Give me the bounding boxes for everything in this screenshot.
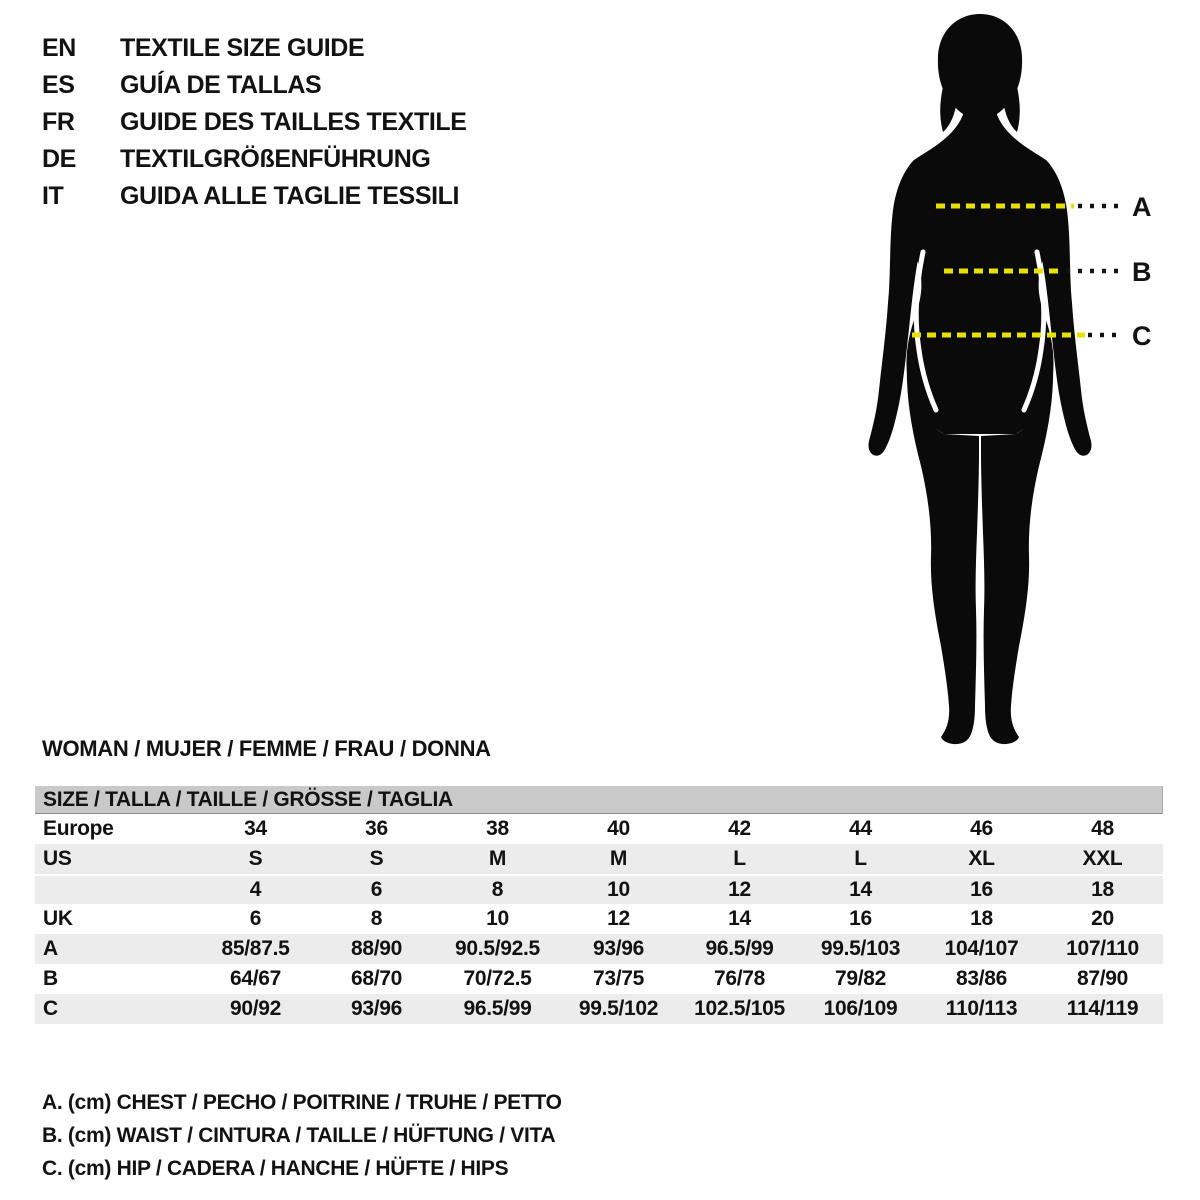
table-cell: 12 (607, 907, 630, 930)
language-code: EN (42, 34, 76, 62)
measurement-figure (850, 0, 1200, 760)
table-cell: 76/78 (713, 967, 766, 990)
size-table (35, 786, 1163, 1024)
table-cell: 99.5/102 (578, 997, 659, 1020)
table-cell: 96.5/99 (463, 997, 532, 1020)
table-cell: 102.5/105 (694, 997, 785, 1020)
table-cell: 14 (728, 907, 751, 930)
table-cell: 90.5/92.5 (455, 937, 540, 960)
table-cell: 38 (486, 817, 509, 840)
table-cell: 10 (486, 907, 509, 930)
guide-title: TEXTILE SIZE GUIDE (120, 34, 365, 62)
table-cell: 110/113 (945, 997, 1018, 1020)
table-cell: 18 (1091, 878, 1114, 901)
table-cell: XL (968, 847, 995, 870)
legend-chest: A. (cm) CHEST / PECHO / POITRINE / TRUHE / PETTO (42, 1091, 562, 1114)
table-cell: 73/75 (592, 967, 645, 990)
table-row (35, 814, 1163, 844)
guide-title: GUIDA ALLE TAGLIE TESSILI (120, 182, 460, 210)
language-row (42, 30, 467, 67)
legend-hip: C. (cm) HIP / CADERA / HANCHE / HÜFTE / HIPS (42, 1157, 509, 1180)
guide-title: GUÍA DE TALLAS (120, 71, 322, 99)
table-cell: 93/96 (592, 937, 645, 960)
table-cell: 6 (249, 907, 262, 930)
woman-silhouette-icon (850, 0, 1200, 760)
table-cell: 70/72.5 (463, 967, 532, 990)
language-row (42, 141, 467, 178)
row-label: Europe (43, 817, 114, 840)
table-cell: M (609, 847, 628, 870)
table-cell: XXL (1082, 847, 1123, 870)
table-cell: 85/87.5 (221, 937, 290, 960)
table-cell: M (488, 847, 507, 870)
row-label: UK (43, 907, 73, 930)
table-cell: 18 (970, 907, 993, 930)
table-cell: 79/82 (834, 967, 887, 990)
table-cell: 8 (370, 907, 383, 930)
table-cell: 83/86 (955, 967, 1008, 990)
table-cell: S (248, 847, 263, 870)
guide-title: TEXTILGRÖßENFÜHRUNG (120, 145, 431, 173)
table-cell: 93/96 (350, 997, 403, 1020)
table-row (35, 874, 1163, 904)
table-cell: 88/90 (350, 937, 403, 960)
language-row (42, 104, 467, 141)
guide-title: GUIDE DES TAILLES TEXTILE (120, 108, 467, 136)
table-cell: 106/109 (823, 997, 898, 1020)
table-cell: 20 (1091, 907, 1114, 930)
table-cell: L (854, 847, 867, 870)
measure-label-b: B (1132, 257, 1152, 287)
table-cell: 42 (728, 817, 751, 840)
table-cell: 99.5/103 (820, 937, 901, 960)
table-row (35, 964, 1163, 994)
table-cell: S (369, 847, 384, 870)
table-row (35, 844, 1163, 874)
table-cell: 114/119 (1066, 997, 1139, 1020)
table-cell: 10 (607, 878, 630, 901)
table-cell: 107/110 (1066, 937, 1139, 960)
language-code: ES (42, 71, 75, 99)
language-code: FR (42, 108, 75, 136)
language-row (42, 67, 467, 104)
language-row (42, 178, 467, 215)
table-cell: 46 (970, 817, 993, 840)
table-cell: 40 (607, 817, 630, 840)
measure-label-c: C (1132, 321, 1152, 351)
table-cell: 64/67 (229, 967, 282, 990)
size-table-header: SIZE / TALLA / TAILLE / GRÖSSE / TAGLIA (35, 786, 1163, 814)
table-cell: 6 (370, 878, 383, 901)
measurement-legend (42, 1086, 562, 1185)
table-cell: 14 (849, 878, 872, 901)
row-label: A (43, 937, 58, 960)
table-cell: 34 (244, 817, 267, 840)
table-cell: 68/70 (350, 967, 403, 990)
table-cell: 16 (970, 878, 993, 901)
row-label: US (43, 847, 72, 870)
table-cell: 36 (365, 817, 388, 840)
measure-label-a: A (1132, 192, 1152, 222)
table-cell: 44 (849, 817, 872, 840)
table-row (35, 994, 1163, 1024)
legend-waist: B. (cm) WAIST / CINTURA / TAILLE / HÜFTUNG / VITA (42, 1124, 556, 1147)
language-code: DE (42, 145, 76, 173)
table-row (35, 934, 1163, 964)
language-code: IT (42, 182, 64, 210)
row-label (35, 876, 195, 904)
language-title-list (42, 30, 467, 215)
row-label: C (43, 997, 58, 1020)
table-cell: 12 (728, 878, 751, 901)
size-table-rows (35, 814, 1163, 1024)
table-cell: 4 (249, 878, 262, 901)
table-row (35, 904, 1163, 934)
row-label: B (43, 967, 58, 990)
table-cell: 48 (1091, 817, 1114, 840)
woman-silhouette (868, 14, 1091, 744)
table-cell: 87/90 (1076, 967, 1129, 990)
table-cell: 90/92 (229, 997, 282, 1020)
table-cell: L (733, 847, 746, 870)
table-cell: 16 (849, 907, 872, 930)
table-cell: 8 (491, 878, 504, 901)
table-cell: 96.5/99 (705, 937, 774, 960)
gender-heading: WOMAN / MUJER / FEMME / FRAU / DONNA (42, 736, 491, 761)
table-cell: 104/107 (944, 937, 1019, 960)
